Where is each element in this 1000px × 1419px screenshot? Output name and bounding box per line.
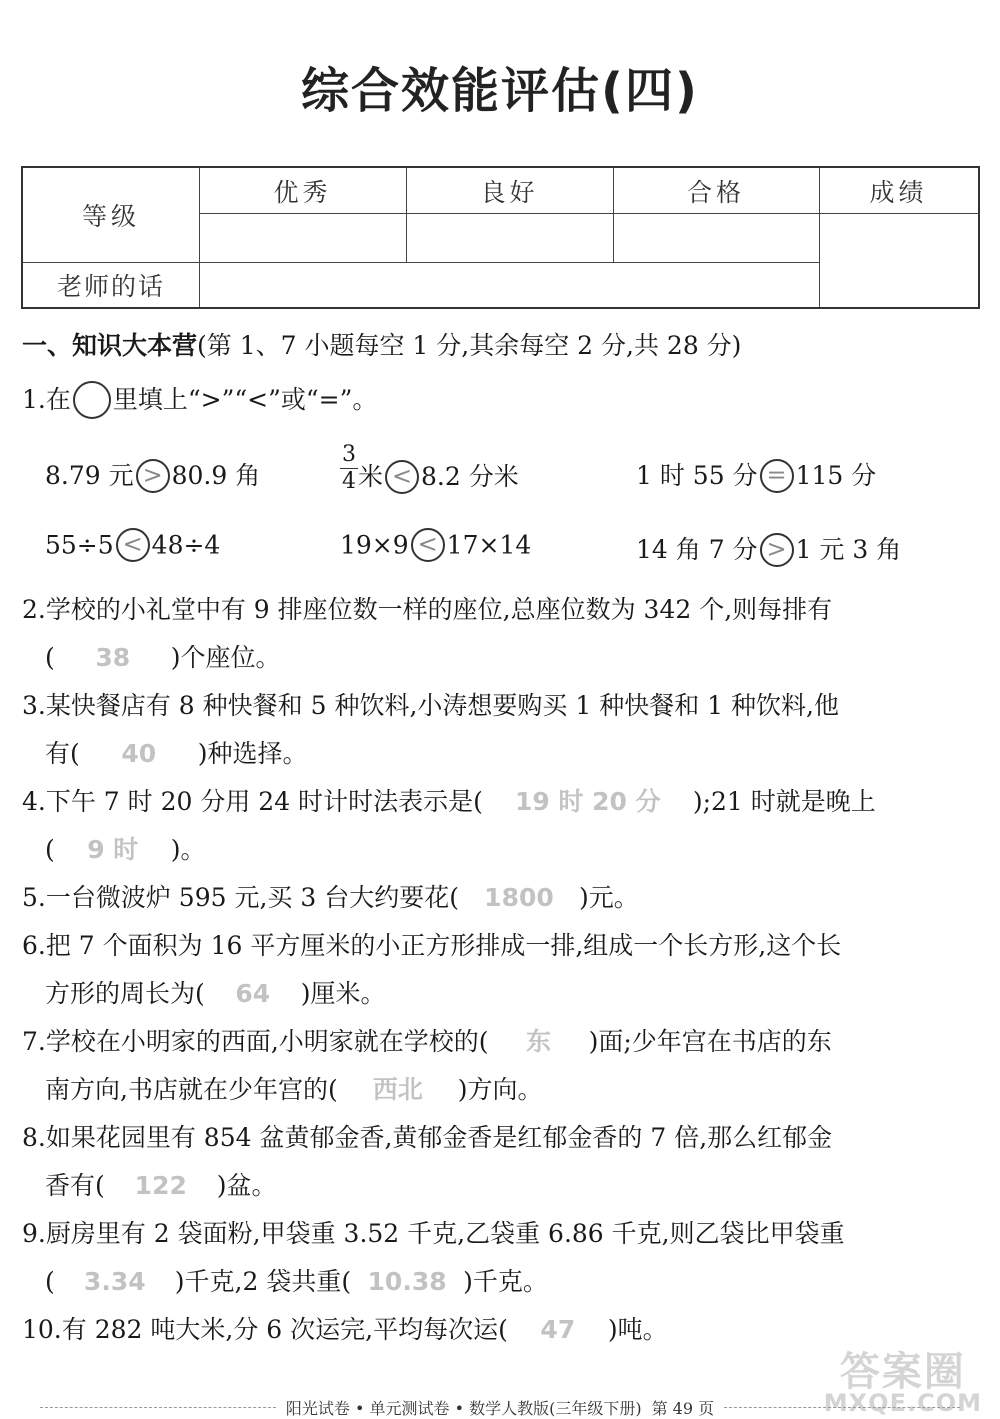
score-label: 成绩 (869, 177, 928, 207)
page-footer (40, 1396, 960, 1419)
grade-table (21, 166, 980, 309)
question-3: 3.某快餐店有 8 种快餐和 5 种饮料,小涛想要购买 1 种快餐和 1 种饮料,他 (22, 691, 839, 720)
level-excellent: 优秀 (273, 177, 332, 207)
question-6: 6.把 7 个面积为 16 平方厘米的小正方形排成一排,组成一个长方形,这个长 (22, 931, 842, 960)
section-heading: 一、知识大本营(第 1、7 小题每空 1 分,其余每空 2 分,共 28 分) (22, 331, 742, 360)
footer-divider (724, 1407, 960, 1408)
watermark-logo: 答案圈 MXQE.COM (823, 1349, 982, 1417)
compare-item: 8.79 元 > 80.9 角 (45, 456, 260, 495)
question-4-cont: ( 9 时 )。 (45, 835, 206, 864)
compare-item: 55÷5 < 48÷4 (45, 530, 220, 564)
footer-text: 阳光试卷 • 单元测试卷 • 数学人教版(三年级下册) (285, 1399, 642, 1418)
compare-item: 1 时 55 分 = 115 分 (636, 456, 876, 495)
question-1: 1.在 里填上“>”“<”或“=”。 (22, 380, 377, 421)
compare-item: 19×9 < 17×14 (340, 530, 531, 564)
circle-icon (73, 381, 111, 419)
question-9-cont: ( 3.34 )千克,2 袋共重( 10.38 )千克。 (45, 1267, 548, 1296)
teacher-label: 老师的话 (56, 271, 165, 301)
question-9: 9.厨房里有 2 袋面粉,甲袋重 3.52 千克,乙袋重 6.86 千克,则乙袋比甲袋重 (22, 1219, 845, 1248)
footer-divider (40, 1407, 276, 1408)
compare-item: $\frac{3}{4}$ 米 < 8.2 分米 (342, 442, 519, 494)
question-8-cont: 香有( 122 )盆。 (45, 1171, 277, 1200)
level-label: 等级 (81, 202, 140, 231)
question-4: 4.下午 7 时 20 分用 24 时计时法表示是( 19 时 20 分 );21 时就是晚上 (22, 787, 876, 816)
fraction: $\frac{3}{4}$ (342, 442, 356, 494)
question-5: 5.一台微波炉 595 元,买 3 台大约要花( 1800 )元。 (22, 883, 639, 912)
question-2-cont: ( 38 )个座位。 (45, 643, 281, 672)
compare-item: 14 角 7 分 > 1 元 3 角 (636, 530, 901, 569)
page-title: 综合效能评估(四) (301, 63, 699, 119)
question-3-cont: 有( 40 )种选择。 (45, 739, 308, 768)
question-7: 7.学校在小明家的西面,小明家就在学校的( 东 )面;少年宫在书店的东 (22, 1027, 832, 1056)
page-number: 第 49 页 (651, 1399, 715, 1418)
question-7-cont: 南方向,书店就在少年宫的( 西北 )方向。 (45, 1075, 543, 1104)
level-pass: 合格 (686, 177, 745, 207)
question-2: 2.学校的小礼堂中有 9 排座位数一样的座位,总座位数为 342 个,则每排有 (22, 595, 833, 624)
question-8: 8.如果花园里有 854 盆黄郁金香,黄郁金香是红郁金香的 7 倍,那么红郁金 (22, 1123, 833, 1152)
level-good: 良好 (480, 177, 539, 207)
question-10: 10.有 282 吨大米,分 6 次运完,平均每次运( 47 )吨。 (22, 1315, 668, 1344)
question-6-cont: 方形的周长为( 64 )厘米。 (45, 979, 386, 1008)
